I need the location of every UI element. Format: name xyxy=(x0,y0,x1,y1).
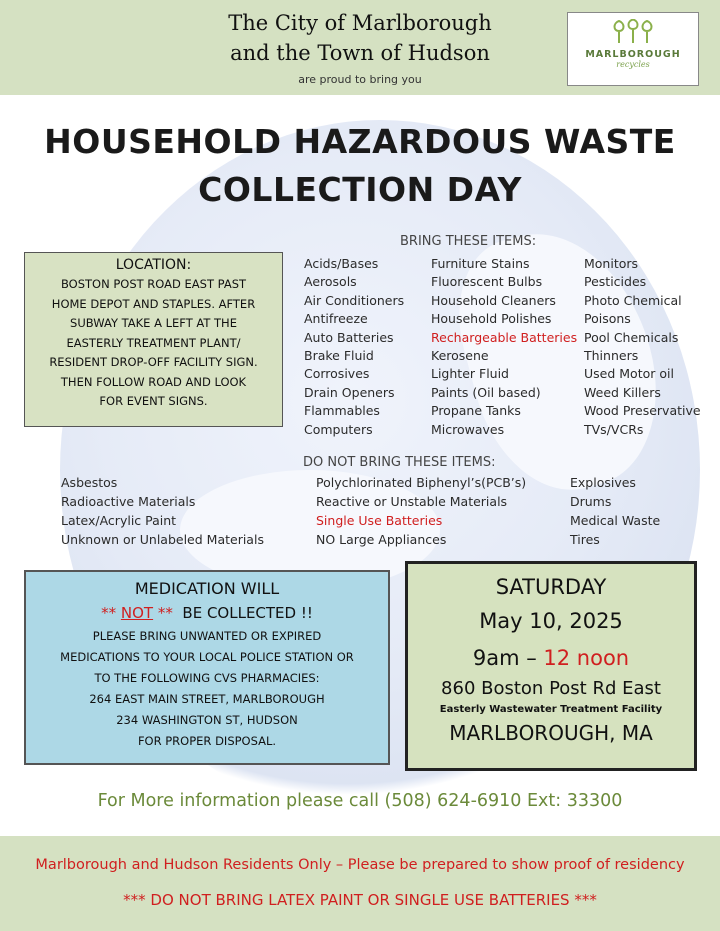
do-not-bring-item: Tires xyxy=(570,532,600,547)
medication-line: 234 WASHINGTON ST, HUDSON xyxy=(116,713,298,727)
logo-name: MARLBOROUGH xyxy=(585,49,681,60)
bring-item: TVs/VCRs xyxy=(584,421,644,437)
three-leaves-icon xyxy=(611,19,655,45)
do-not-bring-heading: DO NOT BRING THESE ITEMS: xyxy=(303,455,496,470)
bring-item: Poisons xyxy=(584,311,631,327)
location-title: LOCATION: xyxy=(115,257,192,273)
bring-item: Flammables xyxy=(304,403,380,419)
bring-items-heading: BRING THESE ITEMS: xyxy=(400,234,537,249)
be-collected: BE COLLECTED !! xyxy=(172,604,313,622)
title-line-2: COLLECTION DAY xyxy=(198,170,522,209)
do-not-bring-item: Asbestos xyxy=(61,475,118,490)
bring-item: Household Polishes xyxy=(431,311,552,327)
medication-text xyxy=(26,626,388,752)
bring-item: Antifreeze xyxy=(304,311,368,327)
bring-column-1 xyxy=(304,255,404,439)
do-not-bring-column-1 xyxy=(61,473,264,549)
bring-item: Propane Tanks xyxy=(431,403,521,419)
bring-item: Kerosene xyxy=(431,348,489,364)
event-city: MARLBOROUGH, MA xyxy=(449,721,653,745)
bring-item: Paints (Oil based) xyxy=(431,384,541,400)
page-title xyxy=(0,118,720,214)
bring-item: Household Cleaners xyxy=(431,292,556,308)
bring-column-2 xyxy=(431,255,577,439)
location-line: RESIDENT DROP-OFF FACILITY SIGN. xyxy=(49,355,258,369)
contact-info: For More information please call (508) 624-6910 Ext: 33300 xyxy=(97,791,623,811)
do-not-bring-item-highlight: Single Use Batteries xyxy=(316,513,443,528)
bring-item: Monitors xyxy=(584,256,639,271)
do-not-bring-item: Latex/Acrylic Paint xyxy=(61,513,177,528)
bring-item: Pesticides xyxy=(584,274,647,290)
bring-item: Weed Killers xyxy=(584,384,661,400)
bring-item: Acids/Bases xyxy=(304,256,379,271)
bring-item: Aerosols xyxy=(304,274,357,290)
not-word: NOT xyxy=(120,604,154,622)
event-time xyxy=(408,640,694,676)
do-not-bring-item: Reactive or Unstable Materials xyxy=(316,494,508,509)
bring-column-3 xyxy=(584,255,701,439)
medication-line: 264 EAST MAIN STREET, MARLBOROUGH xyxy=(89,692,325,706)
location-line: THEN FOLLOW ROAD AND LOOK xyxy=(60,374,247,389)
bring-item: Brake Fluid xyxy=(304,348,374,364)
medication-line: TO THE FOLLOWING CVS PHARMACIES: xyxy=(94,671,320,685)
do-not-bring-item: Unknown or Unlabeled Materials xyxy=(61,532,264,547)
location-line: FOR EVENT SIGNS. xyxy=(99,394,208,408)
event-facility: Easterly Wastewater Treatment Facility xyxy=(439,704,663,715)
bring-item: Corrosives xyxy=(304,366,370,382)
medication-not-collected xyxy=(26,600,388,626)
bring-item: Fluorescent Bulbs xyxy=(431,274,543,290)
bring-item: Computers xyxy=(304,421,373,437)
event-details-box xyxy=(405,561,697,771)
bring-item: Lighter Fluid xyxy=(431,366,509,382)
header-title xyxy=(130,8,590,68)
bring-item: Auto Batteries xyxy=(304,329,394,345)
event-time-start: 9am – xyxy=(472,646,544,670)
bring-item: Wood Preservative xyxy=(584,403,701,419)
bring-item: Air Conditioners xyxy=(304,292,405,308)
do-not-bring-item: NO Large Appliances xyxy=(316,532,447,547)
location-text xyxy=(25,275,282,412)
medication-line: MEDICATIONS TO YOUR LOCAL POLICE STATION OR xyxy=(60,650,354,664)
location-line: HOME DEPOT AND STAPLES. AFTER xyxy=(51,296,256,311)
marlborough-recycles-logo xyxy=(567,12,699,86)
medication-line: FOR PROPER DISPOSAL. xyxy=(137,734,277,748)
event-date: May 10, 2025 xyxy=(479,609,623,633)
asterisks: ** xyxy=(101,604,121,622)
asterisks: ** xyxy=(153,604,173,622)
medication-title: MEDICATION WILL xyxy=(134,579,280,598)
bring-item: Pool Chemicals xyxy=(584,329,679,345)
bring-item: Thinners xyxy=(584,348,639,364)
header-line-2: and the Town of Hudson xyxy=(230,41,490,65)
medication-box xyxy=(24,570,390,765)
event-day: SATURDAY xyxy=(495,575,607,599)
logo-subtitle: recycles xyxy=(616,60,650,69)
event-time-end: 12 noon xyxy=(543,646,630,670)
do-not-bring-column-2 xyxy=(316,473,526,549)
header-line-1: The City of Marlborough xyxy=(228,11,492,35)
do-not-bring-item: Polychlorinated Biphenyl’s(PCB’s) xyxy=(316,475,527,490)
bring-item: Photo Chemical xyxy=(584,292,682,308)
do-not-bring-item: Radioactive Materials xyxy=(61,494,196,509)
location-line: EASTERLY TREATMENT PLANT/ xyxy=(66,335,241,350)
event-address: 860 Boston Post Rd East xyxy=(441,678,661,699)
bring-item: Drain Openers xyxy=(304,384,395,400)
location-box xyxy=(24,252,283,427)
bring-item-highlight: Rechargeable Batteries xyxy=(431,329,578,345)
do-not-bring-item: Drums xyxy=(570,494,612,509)
bring-item: Microwaves xyxy=(431,421,505,437)
footer-band xyxy=(0,836,720,931)
do-not-bring-column-3 xyxy=(570,473,660,549)
bring-item: Furniture Stains xyxy=(431,256,530,271)
do-not-bring-item: Medical Waste xyxy=(570,513,661,528)
location-line: BOSTON POST ROAD EAST PAST xyxy=(60,277,247,291)
header-subtitle: are proud to bring you xyxy=(298,73,422,86)
warning-notice: *** DO NOT BRING LATEX PAINT OR SINGLE USE BATTERIES *** xyxy=(123,891,597,909)
bring-item: Used Motor oil xyxy=(584,366,674,382)
location-line: SUBWAY TAKE A LEFT AT THE xyxy=(70,316,237,330)
do-not-bring-item: Explosives xyxy=(570,475,636,490)
title-line-1: HOUSEHOLD HAZARDOUS WASTE xyxy=(44,122,676,161)
residents-notice: Marlborough and Hudson Residents Only – Please be prepared to show proof of residency xyxy=(35,857,685,873)
medication-line: PLEASE BRING UNWANTED OR EXPIRED xyxy=(92,629,322,643)
